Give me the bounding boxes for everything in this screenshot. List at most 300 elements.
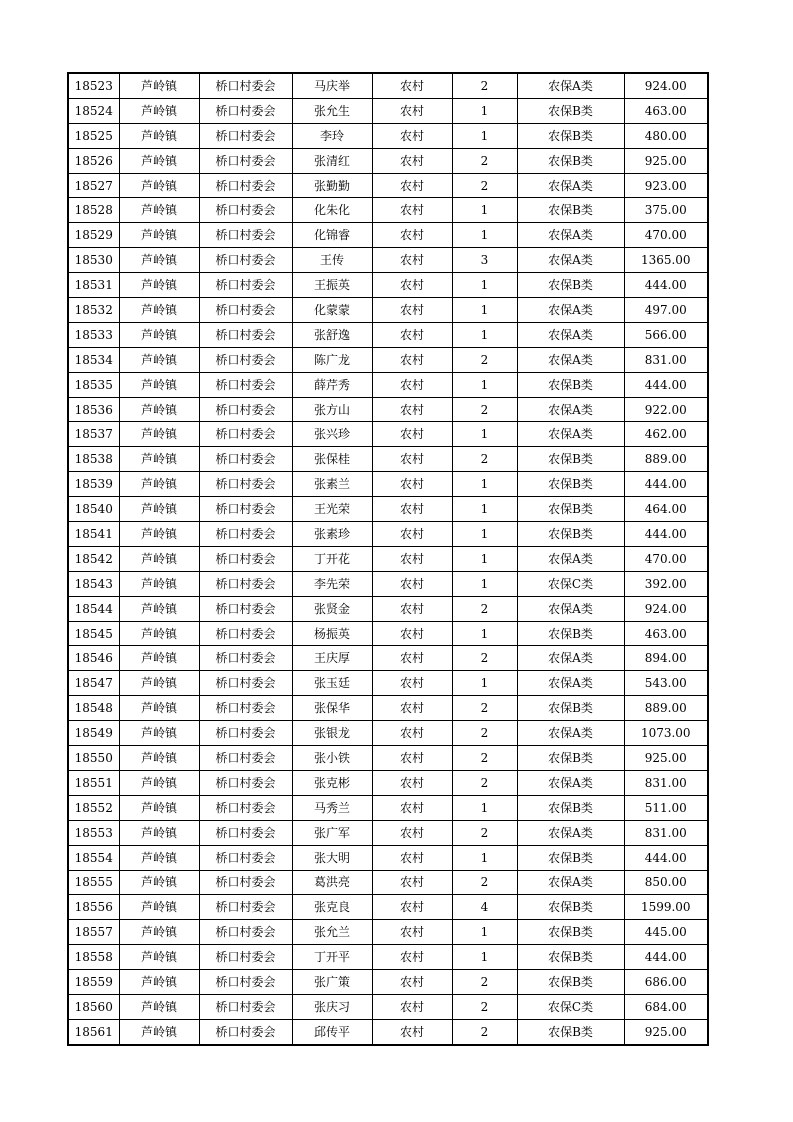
household-type-cell: 农村 <box>372 820 452 845</box>
household-type-cell: 农村 <box>372 870 452 895</box>
amount-cell: 925.00 <box>624 148 708 173</box>
record-id-cell: 18537 <box>68 422 119 447</box>
name-cell: 张大明 <box>292 845 372 870</box>
household-type-cell: 农村 <box>372 696 452 721</box>
member-count-cell: 1 <box>452 522 517 547</box>
town-cell: 芦岭镇 <box>119 621 199 646</box>
town-cell: 芦岭镇 <box>119 770 199 795</box>
household-type-cell: 农村 <box>372 596 452 621</box>
record-id-cell: 18554 <box>68 845 119 870</box>
village-committee-cell: 桥口村委会 <box>199 596 292 621</box>
table-row <box>68 73 708 98</box>
amount-cell: 925.00 <box>624 1019 708 1044</box>
amount-cell: 850.00 <box>624 870 708 895</box>
amount-cell: 831.00 <box>624 347 708 372</box>
record-id-cell: 18543 <box>68 571 119 596</box>
record-id-cell: 18549 <box>68 721 119 746</box>
member-count-cell: 2 <box>452 870 517 895</box>
record-id-cell: 18535 <box>68 372 119 397</box>
table-row <box>68 696 708 721</box>
town-cell: 芦岭镇 <box>119 273 199 298</box>
name-cell: 张银龙 <box>292 721 372 746</box>
name-cell: 化蒙蒙 <box>292 298 372 323</box>
village-committee-cell: 桥口村委会 <box>199 123 292 148</box>
town-cell: 芦岭镇 <box>119 397 199 422</box>
household-type-cell: 农村 <box>372 447 452 472</box>
amount-cell: 1365.00 <box>624 248 708 273</box>
insurance-class-cell: 农保B类 <box>517 920 624 945</box>
record-id-cell: 18544 <box>68 596 119 621</box>
insurance-class-cell: 农保B类 <box>517 273 624 298</box>
village-committee-cell: 桥口村委会 <box>199 646 292 671</box>
table-row <box>68 870 708 895</box>
table-row <box>68 721 708 746</box>
town-cell: 芦岭镇 <box>119 173 199 198</box>
village-committee-cell: 桥口村委会 <box>199 248 292 273</box>
record-id-cell: 18530 <box>68 248 119 273</box>
member-count-cell: 1 <box>452 845 517 870</box>
household-type-cell: 农村 <box>372 497 452 522</box>
town-cell: 芦岭镇 <box>119 671 199 696</box>
name-cell: 李先荣 <box>292 571 372 596</box>
village-committee-cell: 桥口村委会 <box>199 522 292 547</box>
member-count-cell: 3 <box>452 248 517 273</box>
name-cell: 化锦睿 <box>292 223 372 248</box>
table-row <box>68 98 708 123</box>
insurance-class-cell: 农保A类 <box>517 223 624 248</box>
insurance-class-cell: 农保B类 <box>517 148 624 173</box>
household-type-cell: 农村 <box>372 795 452 820</box>
town-cell: 芦岭镇 <box>119 721 199 746</box>
insurance-class-cell: 农保A类 <box>517 347 624 372</box>
insurance-class-cell: 农保B类 <box>517 123 624 148</box>
household-type-cell: 农村 <box>372 845 452 870</box>
village-committee-cell: 桥口村委会 <box>199 546 292 571</box>
amount-cell: 889.00 <box>624 696 708 721</box>
record-id-cell: 18559 <box>68 970 119 995</box>
amount-cell: 470.00 <box>624 223 708 248</box>
record-id-cell: 18523 <box>68 73 119 98</box>
name-cell: 丁开花 <box>292 546 372 571</box>
table-row <box>68 820 708 845</box>
insurance-class-cell: 农保A类 <box>517 596 624 621</box>
town-cell: 芦岭镇 <box>119 497 199 522</box>
member-count-cell: 1 <box>452 795 517 820</box>
name-cell: 张克良 <box>292 895 372 920</box>
table-row <box>68 273 708 298</box>
record-id-cell: 18556 <box>68 895 119 920</box>
record-id-cell: 18525 <box>68 123 119 148</box>
member-count-cell: 2 <box>452 721 517 746</box>
name-cell: 张素兰 <box>292 472 372 497</box>
household-type-cell: 农村 <box>372 770 452 795</box>
member-count-cell: 2 <box>452 746 517 771</box>
member-count-cell: 2 <box>452 770 517 795</box>
name-cell: 丁开平 <box>292 945 372 970</box>
name-cell: 张兴珍 <box>292 422 372 447</box>
table-row <box>68 347 708 372</box>
table-body <box>68 73 708 1045</box>
household-type-cell: 农村 <box>372 621 452 646</box>
table-row <box>68 621 708 646</box>
household-type-cell: 农村 <box>372 895 452 920</box>
record-id-cell: 18545 <box>68 621 119 646</box>
village-committee-cell: 桥口村委会 <box>199 770 292 795</box>
name-cell: 张广策 <box>292 970 372 995</box>
village-committee-cell: 桥口村委会 <box>199 621 292 646</box>
table-row <box>68 1019 708 1044</box>
name-cell: 葛洪亮 <box>292 870 372 895</box>
member-count-cell: 1 <box>452 945 517 970</box>
household-type-cell: 农村 <box>372 148 452 173</box>
member-count-cell: 2 <box>452 173 517 198</box>
record-id-cell: 18553 <box>68 820 119 845</box>
village-committee-cell: 桥口村委会 <box>199 148 292 173</box>
table-row <box>68 522 708 547</box>
name-cell: 王光荣 <box>292 497 372 522</box>
village-committee-cell: 桥口村委会 <box>199 845 292 870</box>
village-committee-cell: 桥口村委会 <box>199 945 292 970</box>
town-cell: 芦岭镇 <box>119 646 199 671</box>
table-row <box>68 223 708 248</box>
town-cell: 芦岭镇 <box>119 447 199 472</box>
record-id-cell: 18538 <box>68 447 119 472</box>
record-id-cell: 18532 <box>68 298 119 323</box>
name-cell: 张方山 <box>292 397 372 422</box>
amount-cell: 375.00 <box>624 198 708 223</box>
household-type-cell: 农村 <box>372 248 452 273</box>
insurance-class-cell: 农保B类 <box>517 621 624 646</box>
table-row <box>68 173 708 198</box>
insurance-class-cell: 农保B类 <box>517 98 624 123</box>
village-committee-cell: 桥口村委会 <box>199 198 292 223</box>
member-count-cell: 1 <box>452 671 517 696</box>
insurance-class-cell: 农保C类 <box>517 571 624 596</box>
record-id-cell: 18555 <box>68 870 119 895</box>
name-cell: 陈广龙 <box>292 347 372 372</box>
village-committee-cell: 桥口村委会 <box>199 298 292 323</box>
town-cell: 芦岭镇 <box>119 298 199 323</box>
record-id-cell: 18531 <box>68 273 119 298</box>
insurance-class-cell: 农保A类 <box>517 298 624 323</box>
member-count-cell: 1 <box>452 198 517 223</box>
household-type-cell: 农村 <box>372 273 452 298</box>
name-cell: 张克彬 <box>292 770 372 795</box>
member-count-cell: 2 <box>452 820 517 845</box>
amount-cell: 1073.00 <box>624 721 708 746</box>
insurance-class-cell: 农保B类 <box>517 895 624 920</box>
town-cell: 芦岭镇 <box>119 696 199 721</box>
village-committee-cell: 桥口村委会 <box>199 497 292 522</box>
village-committee-cell: 桥口村委会 <box>199 820 292 845</box>
name-cell: 张广军 <box>292 820 372 845</box>
village-committee-cell: 桥口村委会 <box>199 870 292 895</box>
member-count-cell: 2 <box>452 970 517 995</box>
record-id-cell: 18558 <box>68 945 119 970</box>
insurance-class-cell: 农保A类 <box>517 770 624 795</box>
record-id-cell: 18552 <box>68 795 119 820</box>
town-cell: 芦岭镇 <box>119 73 199 98</box>
household-type-cell: 农村 <box>372 298 452 323</box>
town-cell: 芦岭镇 <box>119 198 199 223</box>
town-cell: 芦岭镇 <box>119 571 199 596</box>
table-row <box>68 945 708 970</box>
record-id-cell: 18528 <box>68 198 119 223</box>
name-cell: 张玉廷 <box>292 671 372 696</box>
table-row <box>68 596 708 621</box>
town-cell: 芦岭镇 <box>119 820 199 845</box>
insurance-class-cell: 农保A类 <box>517 671 624 696</box>
household-type-cell: 农村 <box>372 994 452 1019</box>
table-row <box>68 746 708 771</box>
village-committee-cell: 桥口村委会 <box>199 73 292 98</box>
amount-cell: 543.00 <box>624 671 708 696</box>
household-type-cell: 农村 <box>372 522 452 547</box>
village-committee-cell: 桥口村委会 <box>199 1019 292 1044</box>
record-id-cell: 18524 <box>68 98 119 123</box>
town-cell: 芦岭镇 <box>119 1019 199 1044</box>
name-cell: 张允生 <box>292 98 372 123</box>
village-committee-cell: 桥口村委会 <box>199 472 292 497</box>
table-row <box>68 646 708 671</box>
name-cell: 张舒逸 <box>292 322 372 347</box>
insurance-class-cell: 农保A类 <box>517 397 624 422</box>
member-count-cell: 2 <box>452 447 517 472</box>
household-type-cell: 农村 <box>372 73 452 98</box>
record-id-cell: 18547 <box>68 671 119 696</box>
record-id-cell: 18539 <box>68 472 119 497</box>
household-type-cell: 农村 <box>372 646 452 671</box>
member-count-cell: 1 <box>452 298 517 323</box>
member-count-cell: 1 <box>452 223 517 248</box>
household-type-cell: 农村 <box>372 472 452 497</box>
amount-cell: 470.00 <box>624 546 708 571</box>
member-count-cell: 1 <box>452 497 517 522</box>
amount-cell: 392.00 <box>624 571 708 596</box>
town-cell: 芦岭镇 <box>119 322 199 347</box>
member-count-cell: 1 <box>452 571 517 596</box>
town-cell: 芦岭镇 <box>119 546 199 571</box>
town-cell: 芦岭镇 <box>119 347 199 372</box>
amount-cell: 464.00 <box>624 497 708 522</box>
name-cell: 张清红 <box>292 148 372 173</box>
insurance-class-cell: 农保A类 <box>517 870 624 895</box>
amount-cell: 462.00 <box>624 422 708 447</box>
name-cell: 马庆举 <box>292 73 372 98</box>
village-committee-cell: 桥口村委会 <box>199 795 292 820</box>
household-type-cell: 农村 <box>372 198 452 223</box>
town-cell: 芦岭镇 <box>119 596 199 621</box>
insurance-class-cell: 农保A类 <box>517 248 624 273</box>
record-id-cell: 18546 <box>68 646 119 671</box>
town-cell: 芦岭镇 <box>119 970 199 995</box>
table-row <box>68 422 708 447</box>
name-cell: 王传 <box>292 248 372 273</box>
household-type-cell: 农村 <box>372 1019 452 1044</box>
insurance-class-cell: 农保A类 <box>517 721 624 746</box>
village-committee-cell: 桥口村委会 <box>199 173 292 198</box>
name-cell: 张素珍 <box>292 522 372 547</box>
member-count-cell: 2 <box>452 148 517 173</box>
insurance-class-cell: 农保B类 <box>517 845 624 870</box>
member-count-cell: 1 <box>452 98 517 123</box>
household-type-cell: 农村 <box>372 671 452 696</box>
village-committee-cell: 桥口村委会 <box>199 397 292 422</box>
insurance-class-cell: 农保A类 <box>517 322 624 347</box>
insurance-class-cell: 农保A类 <box>517 646 624 671</box>
amount-cell: 1599.00 <box>624 895 708 920</box>
table-row <box>68 198 708 223</box>
amount-cell: 925.00 <box>624 746 708 771</box>
record-id-cell: 18550 <box>68 746 119 771</box>
table-row <box>68 248 708 273</box>
member-count-cell: 1 <box>452 472 517 497</box>
amount-cell: 445.00 <box>624 920 708 945</box>
village-committee-cell: 桥口村委会 <box>199 696 292 721</box>
town-cell: 芦岭镇 <box>119 920 199 945</box>
village-committee-cell: 桥口村委会 <box>199 322 292 347</box>
amount-cell: 566.00 <box>624 322 708 347</box>
household-type-cell: 农村 <box>372 746 452 771</box>
member-count-cell: 1 <box>452 621 517 646</box>
town-cell: 芦岭镇 <box>119 994 199 1019</box>
insurance-class-cell: 农保B类 <box>517 1019 624 1044</box>
amount-cell: 497.00 <box>624 298 708 323</box>
member-count-cell: 1 <box>452 273 517 298</box>
member-count-cell: 2 <box>452 1019 517 1044</box>
table-row <box>68 472 708 497</box>
town-cell: 芦岭镇 <box>119 945 199 970</box>
member-count-cell: 1 <box>452 322 517 347</box>
record-id-cell: 18551 <box>68 770 119 795</box>
member-count-cell: 1 <box>452 123 517 148</box>
town-cell: 芦岭镇 <box>119 372 199 397</box>
name-cell: 李玲 <box>292 123 372 148</box>
village-committee-cell: 桥口村委会 <box>199 994 292 1019</box>
insurance-class-cell: 农保A类 <box>517 73 624 98</box>
amount-cell: 444.00 <box>624 273 708 298</box>
amount-cell: 511.00 <box>624 795 708 820</box>
subsidy-table <box>67 72 709 1046</box>
table-row <box>68 397 708 422</box>
town-cell: 芦岭镇 <box>119 845 199 870</box>
record-id-cell: 18560 <box>68 994 119 1019</box>
insurance-class-cell: 农保B类 <box>517 447 624 472</box>
record-id-cell: 18561 <box>68 1019 119 1044</box>
record-id-cell: 18540 <box>68 497 119 522</box>
amount-cell: 480.00 <box>624 123 708 148</box>
name-cell: 邱传平 <box>292 1019 372 1044</box>
town-cell: 芦岭镇 <box>119 522 199 547</box>
member-count-cell: 4 <box>452 895 517 920</box>
table-row <box>68 546 708 571</box>
town-cell: 芦岭镇 <box>119 223 199 248</box>
record-id-cell: 18557 <box>68 920 119 945</box>
village-committee-cell: 桥口村委会 <box>199 895 292 920</box>
table-row <box>68 497 708 522</box>
member-count-cell: 1 <box>452 546 517 571</box>
table-row <box>68 795 708 820</box>
amount-cell: 444.00 <box>624 372 708 397</box>
amount-cell: 924.00 <box>624 596 708 621</box>
insurance-class-cell: 农保A类 <box>517 546 624 571</box>
table-row <box>68 671 708 696</box>
village-committee-cell: 桥口村委会 <box>199 98 292 123</box>
member-count-cell: 2 <box>452 347 517 372</box>
table-row <box>68 148 708 173</box>
insurance-class-cell: 农保B类 <box>517 945 624 970</box>
household-type-cell: 农村 <box>372 721 452 746</box>
insurance-class-cell: 农保B类 <box>517 198 624 223</box>
household-type-cell: 农村 <box>372 920 452 945</box>
amount-cell: 831.00 <box>624 820 708 845</box>
insurance-class-cell: 农保A类 <box>517 422 624 447</box>
household-type-cell: 农村 <box>372 546 452 571</box>
town-cell: 芦岭镇 <box>119 895 199 920</box>
village-committee-cell: 桥口村委会 <box>199 273 292 298</box>
table-row <box>68 994 708 1019</box>
record-id-cell: 18527 <box>68 173 119 198</box>
member-count-cell: 1 <box>452 422 517 447</box>
insurance-class-cell: 农保B类 <box>517 522 624 547</box>
table-row <box>68 372 708 397</box>
table-row <box>68 571 708 596</box>
insurance-class-cell: 农保C类 <box>517 994 624 1019</box>
amount-cell: 686.00 <box>624 970 708 995</box>
insurance-class-cell: 农保B类 <box>517 372 624 397</box>
table-row <box>68 845 708 870</box>
member-count-cell: 1 <box>452 920 517 945</box>
record-id-cell: 18536 <box>68 397 119 422</box>
amount-cell: 889.00 <box>624 447 708 472</box>
member-count-cell: 2 <box>452 994 517 1019</box>
member-count-cell: 2 <box>452 73 517 98</box>
table-row <box>68 770 708 795</box>
village-committee-cell: 桥口村委会 <box>199 372 292 397</box>
insurance-class-cell: 农保B类 <box>517 746 624 771</box>
insurance-class-cell: 农保A类 <box>517 173 624 198</box>
record-id-cell: 18529 <box>68 223 119 248</box>
member-count-cell: 2 <box>452 596 517 621</box>
household-type-cell: 农村 <box>372 173 452 198</box>
village-committee-cell: 桥口村委会 <box>199 920 292 945</box>
member-count-cell: 1 <box>452 372 517 397</box>
amount-cell: 444.00 <box>624 472 708 497</box>
insurance-class-cell: 农保B类 <box>517 970 624 995</box>
record-id-cell: 18534 <box>68 347 119 372</box>
name-cell: 张庆习 <box>292 994 372 1019</box>
household-type-cell: 农村 <box>372 347 452 372</box>
household-type-cell: 农村 <box>372 223 452 248</box>
name-cell: 杨振英 <box>292 621 372 646</box>
member-count-cell: 2 <box>452 397 517 422</box>
insurance-class-cell: 农保B类 <box>517 696 624 721</box>
town-cell: 芦岭镇 <box>119 123 199 148</box>
table-row <box>68 123 708 148</box>
town-cell: 芦岭镇 <box>119 472 199 497</box>
amount-cell: 444.00 <box>624 522 708 547</box>
village-committee-cell: 桥口村委会 <box>199 721 292 746</box>
record-id-cell: 18526 <box>68 148 119 173</box>
name-cell: 王庆厚 <box>292 646 372 671</box>
member-count-cell: 2 <box>452 646 517 671</box>
member-count-cell: 2 <box>452 696 517 721</box>
amount-cell: 463.00 <box>624 98 708 123</box>
town-cell: 芦岭镇 <box>119 870 199 895</box>
amount-cell: 684.00 <box>624 994 708 1019</box>
insurance-class-cell: 农保B类 <box>517 472 624 497</box>
town-cell: 芦岭镇 <box>119 795 199 820</box>
